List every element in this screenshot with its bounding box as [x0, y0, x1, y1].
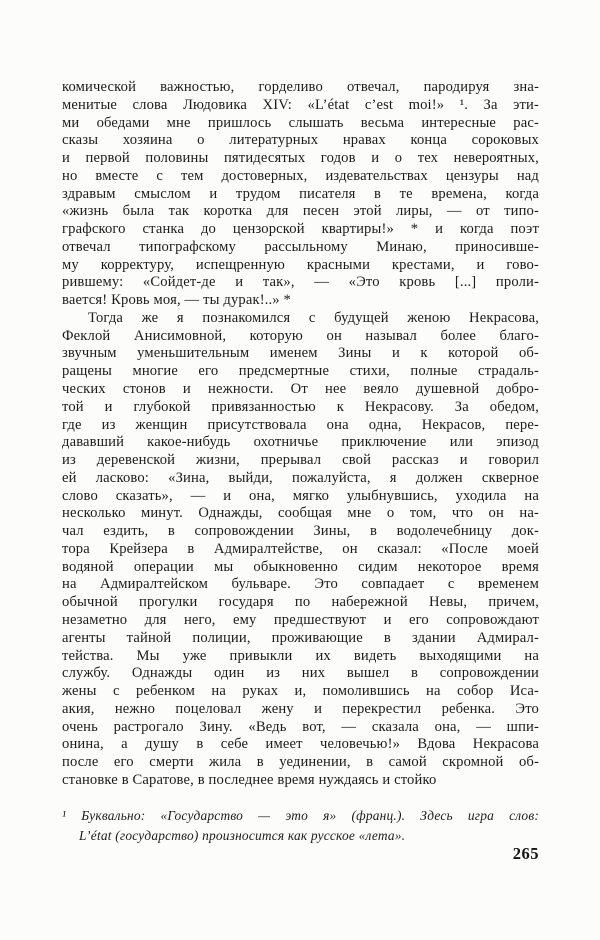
text-line: «жизнь была так коротка для песен этой лиры, — от типо-	[62, 203, 539, 220]
text-line: несколько минут. Однажды, сообщая мне о том, что он на-	[62, 505, 539, 522]
text-line: из деревенской жизни, прерывал свой рассказ и говорил	[62, 452, 539, 469]
text-line: акия, нежно поцеловал жену и перекрестил ребенка. Это	[62, 700, 539, 717]
paragraph	[62, 310, 539, 790]
text-line: на Адмиралтейском бульваре. Это совпадает с временем	[62, 576, 539, 593]
text-line: отвечал типографскому рассыльному Минаю, приносивше-	[62, 238, 539, 255]
text-line: ращены многие его предсмертные стихи, полные страдаль-	[62, 363, 539, 380]
text-line: сказы хозяина о литературных нравах конца сороковых	[62, 132, 539, 149]
text-line: водяной операции мы обыкновенно сидим некоторое время	[62, 558, 539, 575]
text-line: рившему: «Сойдет-де и так», — «Это кровь [...] проли-	[62, 274, 539, 291]
text-line: незаметно для него, ему предшествуют и его сопровождают	[62, 611, 539, 628]
page-number: 265	[512, 844, 539, 863]
text-line: Феклой Анисимовной, которую он называл более благо-	[62, 327, 539, 344]
text-line: звучным уменьшительным именем Зины и к которой об-	[62, 345, 539, 362]
text-line: тейства. Мы уже привыкли их видеть выходящими на	[62, 647, 539, 664]
text-line: ми обедами мне пришлось слышать весьма интересные рас-	[62, 114, 539, 131]
footnote	[62, 806, 539, 845]
text-line: и первой половины пятидесятых годов и о тех невероятных,	[62, 150, 539, 167]
paragraph	[62, 79, 539, 310]
text-line: жены с ребенком на руках и, помолившись на собор Иса-	[62, 683, 539, 700]
text-line: менитые слова Людовика XIV: «L’état c’est moi!» ¹. За эти-	[62, 96, 539, 113]
text-line: тора Крейзера в Адмиралтействе, он сказал: «После моей	[62, 540, 539, 557]
text-line: ей ласково: «Зина, выйди, пожалуйста, я должен скверное	[62, 469, 539, 486]
body-text	[62, 79, 539, 790]
footnote-line: ¹ Буквально: «Государство — это я» (франц.). Здесь игра слов:	[62, 808, 539, 823]
text-line: здравым смыслом и трудом писателя в те времена, когда	[62, 185, 539, 202]
text-line: вается! Кровь моя, — ты дурак!..» *	[62, 292, 292, 309]
text-line: где из женщин присутствовала она одна, Некрасов, пере-	[62, 416, 539, 433]
text-line: но вместе с тем достоверных, издевательствах цензуры над	[62, 167, 539, 184]
text-line: дававший какое-нибудь охотничье приключение или эпизод	[62, 434, 539, 451]
text-line: ческих стонов и нежности. От нее веяло душевной добро-	[62, 381, 539, 398]
text-line: слово сказать», — и она, мягко улыбнувшись, уходила на	[62, 487, 539, 504]
footnote-line: L’état (государство) произносится как русское «лета».	[79, 827, 406, 843]
text-line: становке в Саратове, в последнее время нуждаясь и стойко	[62, 771, 437, 788]
text-line: комической важностью, горделиво отвечал, пародируя зна-	[62, 79, 539, 95]
text-line: му корректуру, испещренную красными крестами, и гово-	[62, 256, 539, 273]
text-line: той и глубокой привязанностью к Некрасову. За обедом,	[62, 398, 539, 415]
text-line: обычной прогулки государя по набережной Невы, причем,	[62, 594, 539, 611]
text-line: очень растрогало Зину. «Ведь вот, — сказала она, — шпи-	[62, 718, 539, 735]
text-line: чал ездить, в сопровождении Зины, в водолечебницу док-	[62, 523, 539, 540]
text-line: агенты тайной полиции, проживающие в здании Адмирал-	[62, 629, 539, 646]
text-line: после его смерти жила в уединении, в самой скромной об-	[62, 754, 539, 771]
text-line: онина, а душу в себе имеет человечью!» Вдова Некрасова	[62, 736, 539, 753]
text-line: службу. Однажды один из них вышел в сопровождении	[62, 665, 539, 682]
text-line: графского станка до цензорской квартиры!» * и когда поэт	[62, 221, 539, 238]
text-line: Тогда же я познакомился с будущей женою Некрасова,	[88, 309, 539, 326]
